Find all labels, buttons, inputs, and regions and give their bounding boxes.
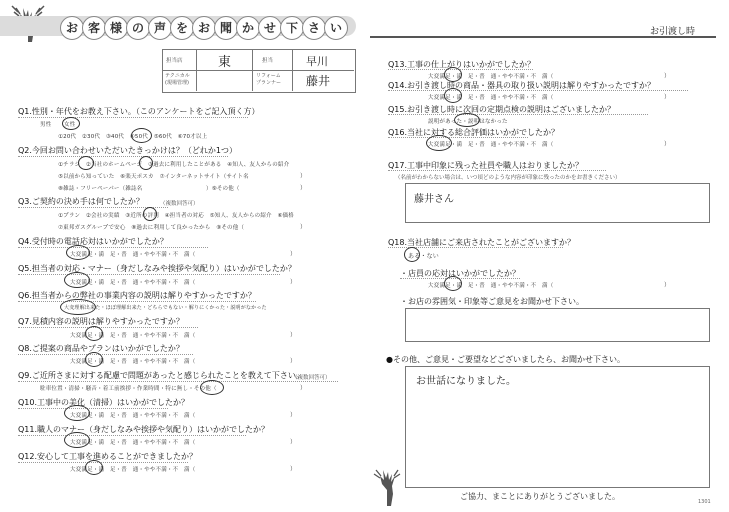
q18-sub1-circle (444, 276, 462, 291)
reform-value: 藤井 (306, 74, 331, 88)
q12-scale[interactable]: 大変満足・満 足・普 通・やや不満・不 満（ (70, 467, 196, 473)
store-value: 東 (218, 55, 232, 70)
q2-text: Q2.今回お問い合わせいただいたきっかけは？（どれか1つ） (18, 146, 238, 155)
q15-text: Q15.お引き渡し時に次回の定期点検の説明はございましたか？ (388, 105, 616, 114)
q18-sub1-scale[interactable]: 大変満足・満 足・普 通・やや不満・不 満（ (428, 283, 554, 289)
q2-circle-a (78, 156, 94, 170)
title-char: 下 (280, 16, 304, 40)
q18-yes-no[interactable]: ある・ない (408, 253, 440, 260)
q1-text: Q1.性別・年代をお教え下さい。（このアンケートをご記入頂く方） (18, 107, 260, 116)
q16-text: Q16.当社に対する総合評価はいかがでしたか？ (388, 128, 560, 137)
q15-circle (454, 113, 480, 127)
thanks-text: ご協力、まことにありがとうございました。 (460, 492, 620, 501)
q4-text: Q4.受付時の電話応対はいかがでしたか？ (18, 237, 168, 246)
q16-circle (426, 135, 452, 151)
q11-text: Q11.職人のマナー（身だしなみや挨拶や気配り）はいかがでしたか？ (18, 425, 270, 434)
title-char: せ (258, 16, 282, 40)
q11-scale[interactable]: 大変満足・満 足・普 通・やや不満・不 満（ (70, 440, 196, 446)
q6-text: Q6.担当者からの弊社の事業内容の説明は解りやすかったですか？ (18, 291, 256, 300)
comments-answer: お世話になりました。 (416, 376, 516, 387)
q7-circle (85, 326, 103, 341)
q18-sub1: ・店員の応対はいかがでしたか？ (400, 269, 520, 278)
title-char: さ (302, 16, 326, 40)
q18-text: Q18.当社店舗にご来店されたことがございますか？ (388, 238, 576, 247)
q9-note: （複数回答可） (292, 375, 331, 381)
q1-gender-circle (62, 117, 80, 130)
q8-circle (85, 352, 103, 367)
q6-scale[interactable]: 大変理解出来た・ほぼ理解出来た・どちらでもない・解りにくかった・説明がなかった (64, 305, 267, 311)
title-char: か (236, 16, 260, 40)
q18-sub2: ・お店の雰囲気・印象等ご意見をお聞かせ下さい。 (400, 297, 584, 306)
q7-text: Q7.見積内容の説明は解りやすかったですか？ (18, 317, 184, 326)
q2-opt3[interactable]: ⑧雑誌・フリーペーパー（雑誌名 (58, 186, 143, 192)
person-label: 担当 (262, 58, 274, 64)
q3-text: Q3.ご契約の決め手は何でしたか？ (18, 197, 144, 206)
form-code: 1301 (698, 499, 711, 505)
q8-scale[interactable]: 大変満足・満 足・普 通・やや不満・不 満（ (70, 359, 196, 365)
deer-footer-icon (370, 466, 404, 508)
comments-text: ●その他、ご意見・ご要望などございましたら、お聞かせ下さい。 (386, 355, 625, 364)
q12-text: Q12.安心して工事を進めることができましたか？ (18, 452, 198, 461)
title-char: 声 (148, 16, 172, 40)
person-value: 早川 (306, 55, 328, 68)
title-char: 聞 (214, 16, 238, 40)
q5-text: Q5.担当者の対応・マナー（身だしなみや挨拶や気配り）はいかがでしたか？ (18, 264, 296, 273)
q3-opt1[interactable]: ①プラン ②会社の実績 ③近所の評判 ④担当者の対応 ⑤知人、友人からの紹介 ⑥価格 (58, 213, 294, 219)
title-char: を (170, 16, 194, 40)
q14-text: Q14.お引き渡し時の商品・器具の取り扱い説明は解りやすかったですか？ (388, 81, 656, 90)
q4-scale[interactable]: 大変満足・満 足・普 通・やや不満・不 満（ (70, 252, 196, 258)
q14-circle (444, 88, 462, 103)
title-char: 客 (82, 16, 106, 40)
title-char: お (192, 16, 216, 40)
q3-circle (143, 207, 157, 221)
q14-scale[interactable]: 大変満足・満 足・普 通・やや不満・不 満（ (428, 95, 554, 101)
q4-circle (66, 245, 90, 260)
title-char: 様 (104, 16, 128, 40)
tech-label: テクニカル (現場管理) (165, 73, 190, 86)
q10-scale[interactable]: 大変満足・満 足・普 通・やや不満・不 満（ (70, 413, 196, 419)
q15-scale[interactable]: 説明があった・説明はなかった (428, 119, 508, 125)
reform-label: リフォーム プランナー (256, 73, 282, 86)
q8-text: Q8.ご提案の商品やプランはいかがでしたか？ (18, 344, 184, 353)
q2-circle-b (139, 156, 153, 170)
q2-opt1[interactable]: ①チラシ ②当社のホームページ ③過去に利用したことがある ④知人、友人からの紹介 (58, 162, 290, 168)
q18-circle (404, 247, 420, 262)
q1-ages[interactable]: ①20代 ②30代 ③40代 ④50代 ⑤60代 ⑥70才以上 (58, 134, 208, 140)
q17-answer: 藤井さん (414, 194, 454, 205)
q17-text: Q17.工事中印象に残った社員や職人はおりましたか？ (388, 161, 584, 170)
q13-scale[interactable]: 大変満足・満 足・普 通・やや不満・不 満（ (428, 74, 554, 80)
q17-note: （名前がわからない場合は、いつ頃どのような内容が印象に残ったのかをお書きください） (395, 175, 621, 181)
q3-opt2[interactable]: ⑦東邦ガスグループで安心 ⑧過去に利用して良かったから ⑨その他（ (58, 225, 245, 231)
title-char: い (324, 16, 348, 40)
q1-gender-female[interactable]: 女性 (64, 122, 76, 128)
header-title: お引渡し時 (650, 27, 696, 37)
q18-answer-box[interactable] (405, 308, 710, 342)
q7-scale[interactable]: 大変満足・満 足・普 通・やや不満・不 満（ (70, 333, 196, 339)
q9-circle (200, 380, 224, 395)
q11-circle (64, 432, 90, 448)
q9-text: Q9.ご近所さまに対する配慮で問題があったと感じられたことを教えて下さい。 (18, 371, 304, 380)
q1-gender-male[interactable]: 男性 (40, 122, 52, 128)
q10-circle (64, 405, 90, 421)
q5-circle (64, 272, 90, 288)
q2-opt3-other[interactable]: ）⑨その他（ (206, 186, 240, 192)
q6-circle (60, 299, 96, 315)
q12-circle (85, 460, 103, 475)
q3-note: （複数回答可） (160, 201, 199, 207)
q2-opt2[interactable]: ⑤以前から知っていた ⑥楽天ポスカ ⑦インターネットサイト（サイト名 (58, 174, 249, 180)
q5-scale[interactable]: 大変満足・満 足・普 通・やや不満・不 満（ (70, 280, 196, 286)
q13-text: Q13.工事の仕上がりはいかがでしたか？ (388, 60, 536, 69)
q16-scale[interactable]: 大変満足・満 足・普 通・やや不満・不 満（ (428, 142, 554, 148)
q9-opts[interactable]: 駐車位置・清掃・騒音・着工前挨拶・作業時間・特に無し・その他（ (40, 386, 217, 392)
title-char: お (60, 16, 84, 40)
title-char: の (126, 16, 150, 40)
store-label: 担当店 (166, 58, 183, 64)
q1-age-circle (131, 128, 152, 143)
q10-text: Q10.工事中の美化（清掃）はいかがでしたか？ (18, 398, 190, 407)
